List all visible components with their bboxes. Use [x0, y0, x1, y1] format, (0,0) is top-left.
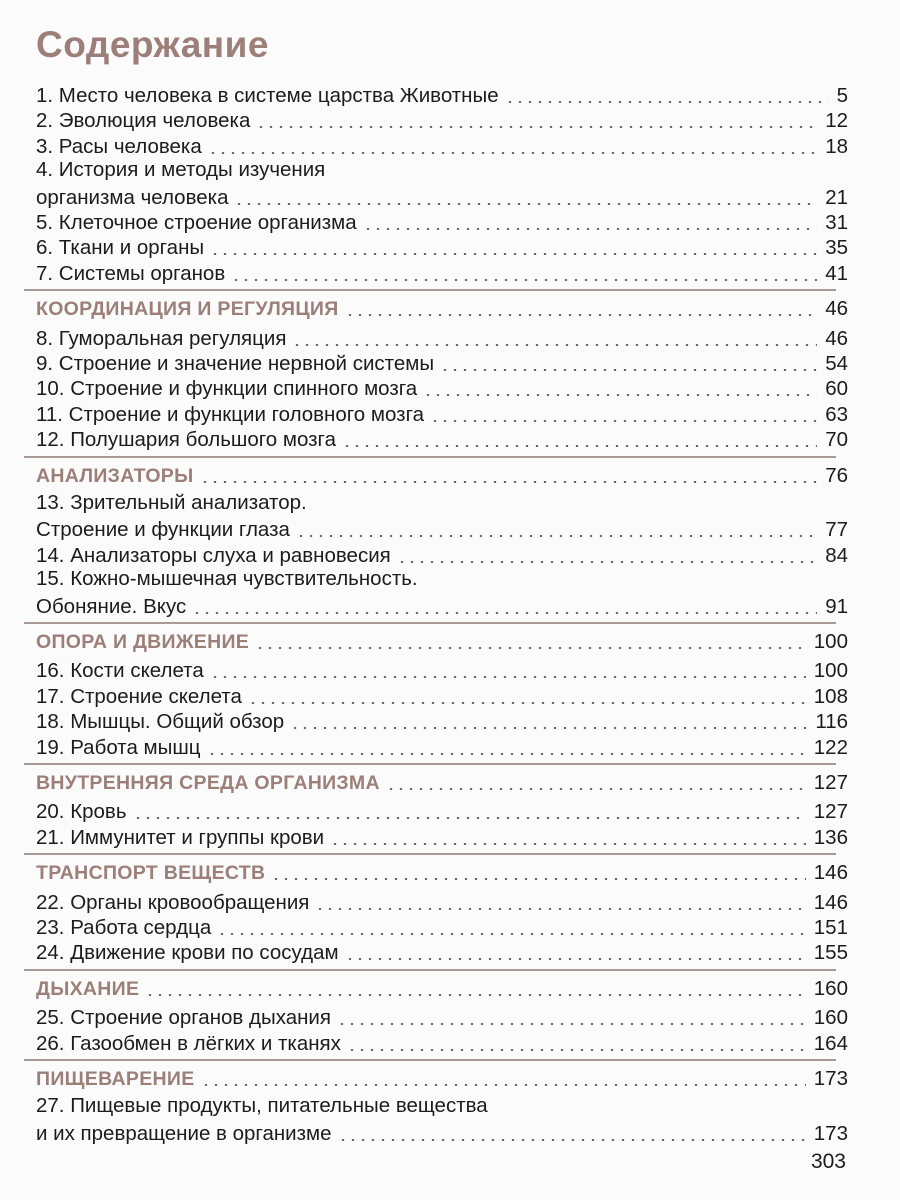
entry-page-number: 54 [825, 352, 848, 375]
entry-title: 19. Работа мышц [36, 735, 201, 759]
dot-leader [271, 878, 805, 880]
toc-section-heading[interactable] [36, 462, 848, 488]
section-divider [24, 622, 836, 624]
entry-page-number: 76 [825, 463, 848, 487]
toc-entry[interactable] [36, 260, 848, 286]
entry-title: 24. Движение крови по сосудам [36, 941, 339, 965]
entry-title: 21. Иммунитет и группы крови [36, 825, 325, 849]
entry-title: 12. Полушария большого мозга [36, 428, 336, 452]
entry-page-number: 108 [813, 684, 848, 708]
entry-title: 18. Мышцы. Общий обзор [36, 710, 285, 734]
section-title: ДЫХАНИЕ [36, 977, 140, 1000]
entry-page-number: 12 [825, 109, 848, 133]
entry-title: 25. Строение органов дыхания [36, 1006, 331, 1030]
entry-page-number: 127 [813, 771, 848, 794]
entry-title: Обоняние. Вкус [36, 594, 187, 618]
dot-leader [192, 612, 817, 614]
toc-entry[interactable] [36, 657, 848, 683]
dot-leader [292, 344, 817, 346]
toc-entry[interactable] [36, 542, 848, 568]
dot-leader [201, 1084, 806, 1086]
toc-entry[interactable] [36, 734, 848, 760]
dot-leader [133, 817, 806, 819]
toc-entry[interactable] [36, 1004, 848, 1030]
dot-leader [397, 561, 817, 563]
dot-leader [210, 253, 817, 255]
toc-entry[interactable] [36, 1030, 848, 1056]
dot-leader [338, 1139, 806, 1141]
dot-leader [248, 702, 806, 704]
entry-title: организма человека [36, 185, 229, 209]
toc-entry-first-line: 13. Зрительный анализатор. [36, 491, 307, 514]
toc-entry[interactable] [36, 824, 848, 850]
dot-leader [423, 394, 817, 396]
dot-leader [145, 994, 806, 996]
toc-entry[interactable] [36, 325, 848, 351]
dot-leader [337, 1023, 806, 1025]
section-divider [24, 763, 836, 765]
entry-title: 7. Системы органов [36, 261, 226, 285]
entry-page-number: 116 [815, 710, 848, 734]
section-divider [24, 853, 836, 855]
toc-section-heading[interactable] [36, 1065, 848, 1091]
dot-leader [386, 788, 806, 790]
entry-title: 26. Газообмен в лёгких и тканях [36, 1031, 341, 1055]
dot-leader [255, 647, 806, 649]
dot-leader [231, 279, 817, 281]
entry-page-number: 77 [825, 518, 848, 542]
entry-title: 14. Анализаторы слуха и равновесия [36, 543, 391, 567]
section-divider [24, 1059, 836, 1061]
entry-page-number: 100 [813, 659, 848, 683]
entry-page-number: 70 [825, 428, 848, 452]
toc-entry[interactable] [36, 889, 848, 915]
entry-page-number: 164 [813, 1031, 848, 1055]
entry-title: 10. Строение и функции спинного мозга [36, 377, 418, 401]
entry-title: 8. Гуморальная регуляция [36, 326, 287, 350]
dot-leader [330, 843, 806, 845]
dot-leader [234, 203, 817, 205]
entry-title: 9. Строение и значение нервной системы [36, 352, 435, 375]
entry-page-number: 100 [813, 630, 848, 653]
toc-entry-first-line: 4. История и методы изучения [36, 158, 326, 182]
dot-leader [210, 676, 806, 678]
entry-page-number: 35 [825, 236, 848, 260]
entry-page-number: 173 [813, 1067, 848, 1090]
dot-leader [200, 481, 818, 483]
toc-entry[interactable] [36, 133, 848, 159]
toc-entry[interactable] [36, 939, 848, 965]
entry-title: 22. Органы кровообращения [36, 890, 310, 914]
dot-leader [505, 101, 829, 103]
entry-title: 2. Эволюция человека [36, 109, 251, 133]
dot-leader [296, 535, 817, 537]
entry-page-number: 173 [813, 1121, 848, 1145]
entry-page-number: 46 [825, 326, 848, 350]
toc-entry[interactable] [36, 914, 848, 940]
entry-page-number: 46 [825, 297, 848, 321]
dot-leader [315, 908, 805, 910]
toc-entry[interactable] [36, 401, 848, 427]
toc-entry[interactable] [36, 375, 848, 401]
toc-entry[interactable] [36, 708, 848, 734]
toc-entry[interactable] [36, 683, 848, 709]
section-title: ВНУТРЕННЯЯ СРЕДА ОРГАНИЗМА [36, 772, 380, 794]
toc-section-heading[interactable] [36, 769, 848, 795]
entry-page-number: 127 [813, 800, 848, 824]
toc-entry[interactable] [36, 1120, 848, 1146]
entry-title: 5. Клеточное строение организма [36, 211, 357, 234]
toc-section-heading[interactable] [36, 628, 848, 654]
toc-entry[interactable] [36, 234, 848, 260]
entry-page-number: 155 [813, 941, 848, 965]
entry-page-number: 21 [825, 185, 848, 209]
section-divider [24, 289, 836, 291]
toc-section-heading[interactable] [36, 859, 848, 885]
entry-title: 20. Кровь [36, 800, 127, 824]
entry-title: 1. Место человека в системе царства Животные [36, 84, 499, 107]
dot-leader [345, 958, 806, 960]
toc-entry[interactable] [36, 516, 848, 542]
entry-page-number: 60 [825, 377, 848, 401]
section-divider [24, 969, 836, 971]
dot-leader [345, 314, 818, 316]
dot-leader [430, 420, 817, 422]
toc-entry-first-line: 27. Пищевые продукты, питательные вещества [36, 1094, 488, 1118]
entry-page-number: 5 [836, 84, 848, 107]
section-title: ОПОРА И ДВИЖЕНИЕ [36, 631, 250, 653]
entry-title: 23. Работа сердца [36, 916, 212, 939]
entry-page-number: 91 [825, 594, 848, 618]
toc-entry[interactable] [36, 209, 848, 235]
section-title: ТРАНСПОРТ ВЕЩЕСТВ [36, 862, 266, 885]
dot-leader [207, 753, 806, 755]
entry-title: и их превращение в организме [36, 1121, 332, 1145]
toc-entry[interactable] [36, 426, 848, 452]
toc-entry[interactable] [36, 798, 848, 824]
entry-page-number: 31 [825, 211, 848, 234]
section-title: АНАЛИЗАТОРЫ [36, 464, 194, 487]
toc-entry[interactable] [36, 350, 848, 376]
entry-page-number: 63 [825, 402, 848, 426]
entry-title: 3. Расы человека [36, 134, 202, 158]
dot-leader [342, 445, 817, 447]
entry-title: 17. Строение скелета [36, 684, 242, 708]
entry-title: 11. Строение и функции головного мозга [36, 402, 424, 426]
entry-page-number: 160 [813, 1006, 848, 1030]
toc-section-heading[interactable] [36, 295, 848, 321]
toc-entry-first-line: 15. Кожно-мышечная чувствительность. [36, 567, 418, 591]
entry-page-number: 18 [825, 134, 848, 158]
page-number: 303 [810, 1150, 846, 1173]
dot-leader [363, 228, 818, 230]
section-title: ПИЩЕВАРЕНИЕ [36, 1068, 195, 1090]
entry-page-number: 84 [825, 543, 848, 567]
section-divider [24, 456, 836, 458]
dot-leader [217, 933, 806, 935]
entry-page-number: 146 [813, 890, 848, 914]
dot-leader [256, 126, 817, 128]
entry-page-number: 136 [813, 825, 848, 849]
entry-page-number: 151 [813, 916, 848, 939]
entry-page-number: 146 [813, 861, 848, 885]
entry-title: Строение и функции глаза [36, 518, 290, 542]
toc-section-heading[interactable] [36, 975, 848, 1001]
toc-entry[interactable] [36, 82, 848, 108]
section-title: КООРДИНАЦИЯ И РЕГУЛЯЦИЯ [36, 298, 339, 321]
entry-page-number: 122 [813, 735, 848, 759]
dot-leader [440, 369, 817, 371]
toc-entry[interactable] [36, 593, 848, 619]
entry-page-number: 41 [825, 261, 848, 285]
dot-leader [290, 727, 807, 729]
toc-entry[interactable] [36, 184, 848, 210]
entry-title: 6. Ткани и органы [36, 236, 205, 260]
dot-leader [347, 1049, 806, 1051]
entry-page-number: 160 [813, 976, 848, 1000]
entry-title: 16. Кости скелета [36, 659, 204, 683]
page-title: Содержание [36, 24, 269, 65]
dot-leader [208, 152, 817, 154]
toc-entry[interactable] [36, 107, 848, 133]
